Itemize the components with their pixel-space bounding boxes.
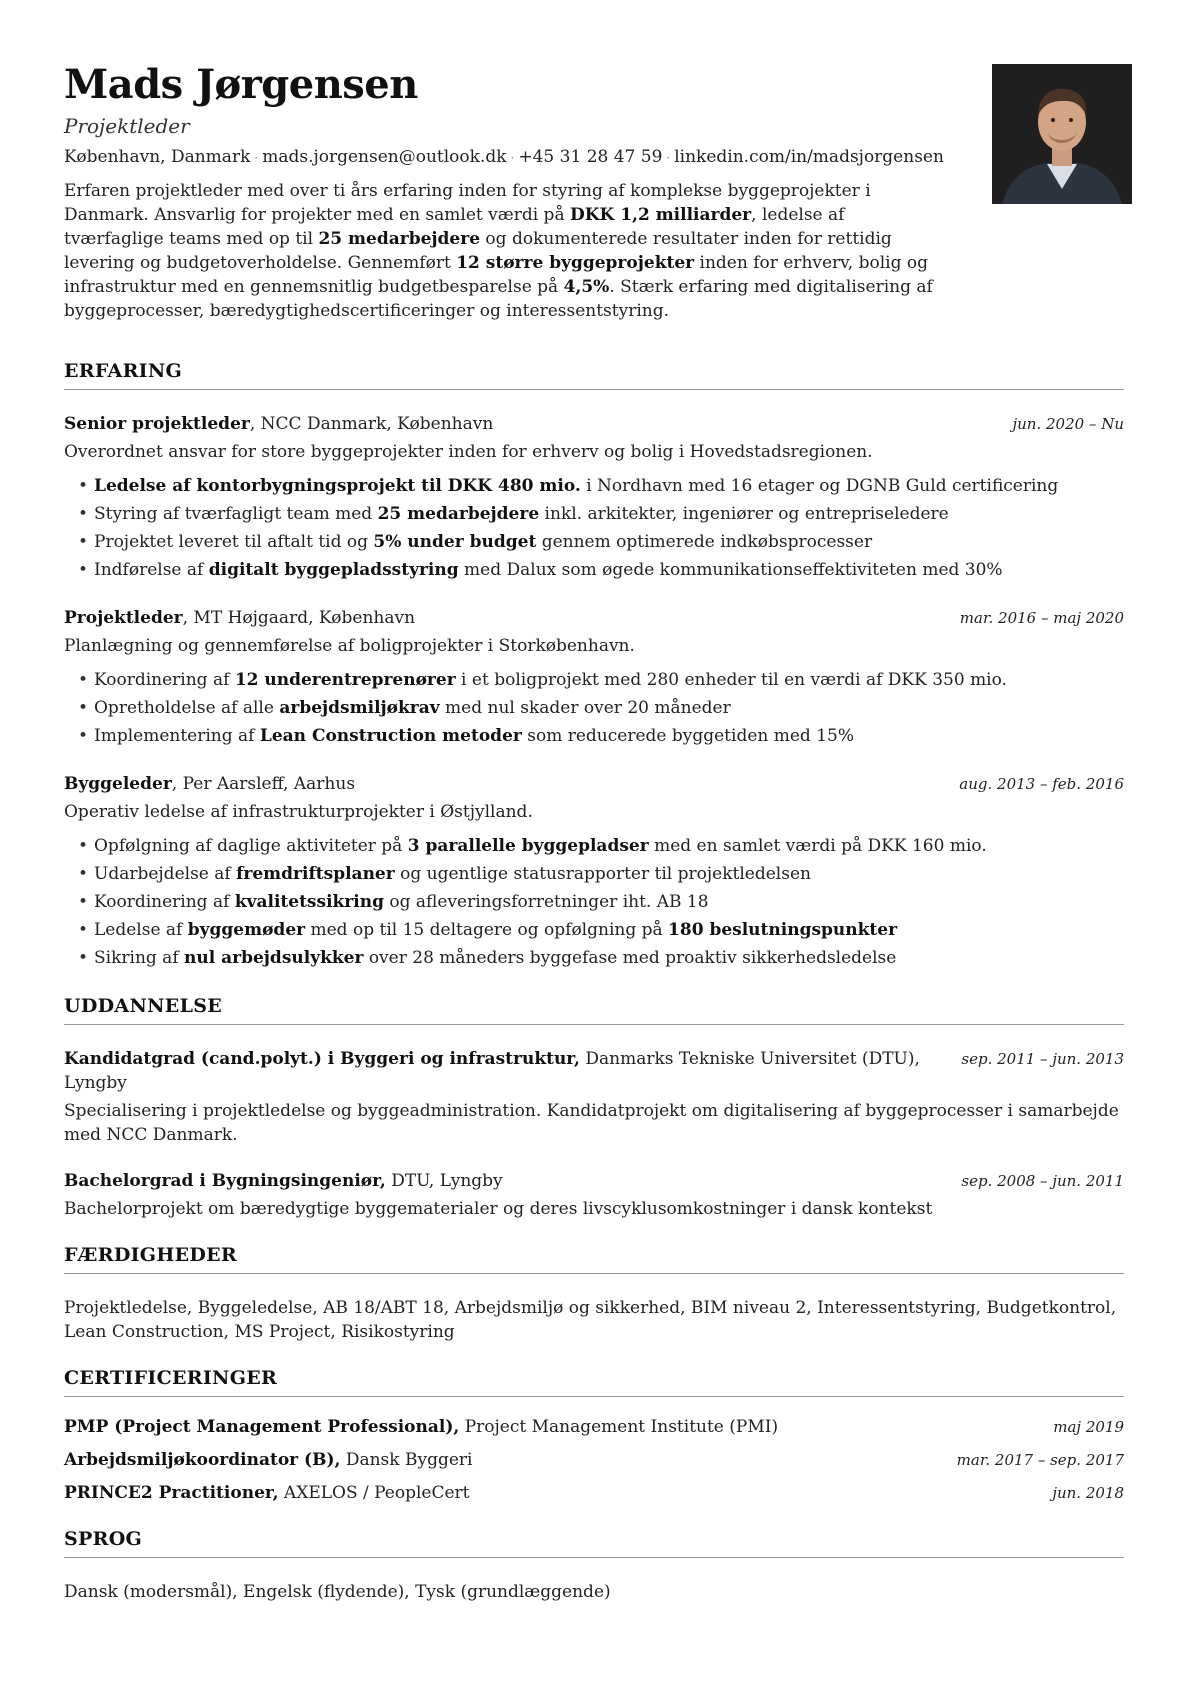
text-run: med en samlet værdi på DKK 160 mio. (648, 836, 987, 856)
text-run: og ugentlige statusrapporter til projektledelsen (394, 864, 811, 884)
job-title-line (64, 772, 943, 796)
education-date: sep. 2008 – jun. 2011 (961, 1172, 1124, 1190)
contact-linkedin[interactable]: linkedin.com/in/madsjorgensen (674, 147, 944, 167)
job-date: jun. 2020 – Nu (1012, 415, 1124, 433)
education-title-line (64, 1047, 945, 1095)
text-run: med nul skader over 20 måneder (439, 698, 731, 718)
job-organization: , MT Højgaard, København (182, 608, 416, 628)
job-title-line (64, 412, 996, 436)
text-run: Ledelse af (94, 920, 188, 940)
job-bullet (94, 472, 1124, 500)
certification-name: Arbejdsmiljøkoordinator (B), (64, 1450, 341, 1470)
job-header (64, 772, 1124, 796)
text-run: Opretholdelse af alle (94, 698, 280, 718)
contact-phone[interactable]: +45 31 28 47 59 (518, 147, 663, 167)
certification-title-line (64, 1415, 778, 1439)
text-run: Sikring af (94, 948, 185, 968)
languages-text: Dansk (modersmål), Engelsk (flydende), Tysk (grundlæggende) (64, 1582, 611, 1602)
bold-text: 25 medarbejdere (377, 504, 540, 524)
education-header (64, 1169, 1124, 1193)
text-run: Projektet leveret til aftalt tid og (94, 532, 374, 552)
education-description: Bachelorprojekt om bæredygtige byggematerialer og deres livscyklusomkostninger i dansk kontekst (64, 1199, 933, 1219)
text-run: som reducerede byggetiden med 15% (521, 726, 854, 746)
job-date: aug. 2013 – feb. 2016 (959, 775, 1124, 793)
section-heading-skills: FÆRDIGHEDER (64, 1243, 1124, 1274)
bold-text: 12 større byggeprojekter (456, 253, 695, 273)
bold-text: digitalt byggepladsstyring (208, 560, 459, 580)
bold-text: DKK 1,2 milliarder (569, 205, 752, 225)
certifications-list (64, 1415, 1124, 1505)
text-run: gennem optimerede indkøbsprocesser (536, 532, 873, 552)
certification-title-line (64, 1448, 472, 1472)
bold-text: 180 beslutningspunkter (668, 920, 898, 940)
job-bullet (94, 694, 1124, 722)
certification-issuer: Dansk Byggeri (340, 1450, 473, 1470)
job-bullet (94, 556, 1124, 584)
education-school: Danmarks Tekniske Universitet (DTU), Lyngby (64, 1049, 920, 1093)
contact-separator: · (666, 151, 671, 165)
summary (64, 179, 934, 323)
job-title-line (64, 606, 944, 630)
text-run: med Dalux som øgede kommunikationseffektiviteten med 30% (458, 560, 1003, 580)
contact-separator: · (254, 151, 259, 165)
candidate-name: Mads Jørgensen (64, 61, 418, 108)
job-bullet (94, 916, 1124, 944)
section-heading-languages: SPROG (64, 1527, 1124, 1558)
job-role: Projektleder (64, 608, 183, 628)
text-run: , ledelse af tværfaglige teams med op til (64, 205, 845, 249)
candidate-title: Projektleder (64, 114, 190, 138)
section-heading-education: UDDANNELSE (64, 994, 1124, 1025)
text-run: Udarbejdelse af (94, 864, 237, 884)
education-entry (64, 1047, 1124, 1147)
certification-issuer: Project Management Institute (PMI) (459, 1417, 779, 1437)
education-school: DTU, Lyngby (385, 1171, 503, 1191)
job-header (64, 412, 1124, 436)
text-run: Implementering af (94, 726, 260, 746)
bold-text: Ledelse af kontorbygningsprojekt til DKK 480 mio. (94, 476, 581, 496)
bold-text: 5% under budget (373, 532, 537, 552)
job-bullet (94, 500, 1124, 528)
certification-name: PRINCE2 Practitioner, (64, 1483, 279, 1503)
resume-page (64, 60, 1124, 1604)
text-run: Styring af tværfagligt team med (94, 504, 378, 524)
text-run: inden for erhverv, bolig og infrastruktur med en gennemsnitlig budgetbesparelse på (64, 253, 928, 297)
job-bullet (94, 860, 1124, 888)
job-entry (64, 412, 1124, 584)
text-run: Opfølgning af daglige aktiviteter på (94, 836, 408, 856)
contact-separator: · (510, 151, 515, 165)
job-header (64, 606, 1124, 630)
text-run: i et boligprojekt med 280 enheder til en værdi af DKK 350 mio. (455, 670, 1007, 690)
text-run: over 28 måneders byggefase med proaktiv sikkerhedsledelse (363, 948, 897, 968)
job-organization: , Per Aarsleff, Aarhus (171, 774, 356, 794)
bold-text: 3 parallelle byggepladser (407, 836, 649, 856)
bold-text: arbejdsmiljøkrav (279, 698, 440, 718)
text-run: Indførelse af (94, 560, 209, 580)
text-run: med op til 15 deltagere og opfølgning på (305, 920, 669, 940)
section-heading-certifications: CERTIFICERINGER (64, 1366, 1124, 1397)
job-role: Senior projektleder (64, 414, 250, 434)
bold-text: 25 medarbejdere (318, 229, 481, 249)
text-run: i Nordhavn med 16 etager og DGNB Guld certificering (580, 476, 1059, 496)
bold-text: 12 underentreprenører (234, 670, 456, 690)
bold-text: fremdriftsplaner (236, 864, 395, 884)
job-bullets (64, 666, 1124, 750)
job-entry (64, 772, 1124, 972)
education-header (64, 1047, 1124, 1095)
text-run: og afleveringsforretninger iht. AB 18 (383, 892, 709, 912)
job-bullet (94, 528, 1124, 556)
bold-text: byggemøder (187, 920, 306, 940)
job-bullet (94, 944, 1124, 972)
job-entry (64, 606, 1124, 750)
job-description: Overordnet ansvar for store byggeprojekter inden for erhverv og bolig i Hovedstadsregionen. (64, 442, 873, 462)
certification-date: jun. 2018 (1052, 1484, 1124, 1502)
job-organization: , NCC Danmark, København (249, 414, 494, 434)
text-run: . Stærk erfaring med digitalisering af byggeprocesser, bæredygtighedscertificeringer og interessentstyring. (64, 277, 933, 321)
education-entry (64, 1169, 1124, 1221)
job-description: Planlægning og gennemførelse af boligprojekter i Storkøbenhavn. (64, 636, 635, 656)
education-title-line (64, 1169, 945, 1193)
skills-text: Projektledelse, Byggeledelse, AB 18/ABT 18, Arbejdsmiljø og sikkerhed, BIM niveau 2, Interessentstyring, Budgetkontrol, Lean Construction, MS Project, Risikostyring (64, 1298, 1117, 1342)
text-run: og dokumenterede resultater inden for rettidig levering og budgetoverholdelse. Gennemført (64, 229, 892, 273)
text-run: Erfaren projektleder med over ti års erfaring inden for styring af komplekse byggeprojekter i Danmark. Ansvarlig for projekter med en samlet værdi på (64, 181, 871, 225)
education-degree: Kandidatgrad (cand.polyt.) i Byggeri og infrastruktur, (64, 1049, 580, 1069)
certification-item (64, 1481, 1124, 1505)
certification-date: maj 2019 (1053, 1418, 1124, 1436)
certification-date: mar. 2017 – sep. 2017 (956, 1451, 1124, 1469)
certification-item (64, 1415, 1124, 1439)
contact-email[interactable]: mads.jorgensen@outlook.dk (262, 147, 507, 167)
education-description: Specialisering i projektledelse og byggeadministration. Kandidatprojekt om digitalisering af byggeprocesser i samarbejde med NCC Danmark. (64, 1101, 1119, 1145)
education-degree: Bachelorgrad i Bygningsingeniør, (64, 1171, 386, 1191)
job-bullet (94, 832, 1124, 860)
certification-item (64, 1448, 1124, 1472)
certification-issuer: AXELOS / PeopleCert (278, 1483, 470, 1503)
certification-title-line (64, 1481, 470, 1505)
bold-text: Lean Construction metoder (259, 726, 522, 746)
text-run: Koordinering af (94, 892, 235, 912)
education-date: sep. 2011 – jun. 2013 (961, 1050, 1124, 1068)
text-run: inkl. arkitekter, ingeniører og entrepriseledere (539, 504, 949, 524)
bold-text: kvalitetssikring (234, 892, 384, 912)
job-bullet (94, 666, 1124, 694)
contact-location: København, Danmark (64, 147, 251, 167)
job-bullet (94, 722, 1124, 750)
text-run: Koordinering af (94, 670, 235, 690)
contact-line (64, 144, 1124, 171)
job-bullets (64, 472, 1124, 584)
job-bullets (64, 832, 1124, 972)
job-description: Operativ ledelse af infrastrukturprojekter i Østjylland. (64, 802, 533, 822)
bold-text: nul arbejdsulykker (184, 948, 364, 968)
certification-name: PMP (Project Management Professional), (64, 1417, 460, 1437)
bold-text: 4,5% (563, 277, 610, 297)
section-heading-experience: ERFARING (64, 359, 1124, 390)
job-date: mar. 2016 – maj 2020 (959, 609, 1124, 627)
education-list (64, 1047, 1124, 1221)
job-role: Byggeleder (64, 774, 172, 794)
job-bullet (94, 888, 1124, 916)
experience-list (64, 412, 1124, 972)
